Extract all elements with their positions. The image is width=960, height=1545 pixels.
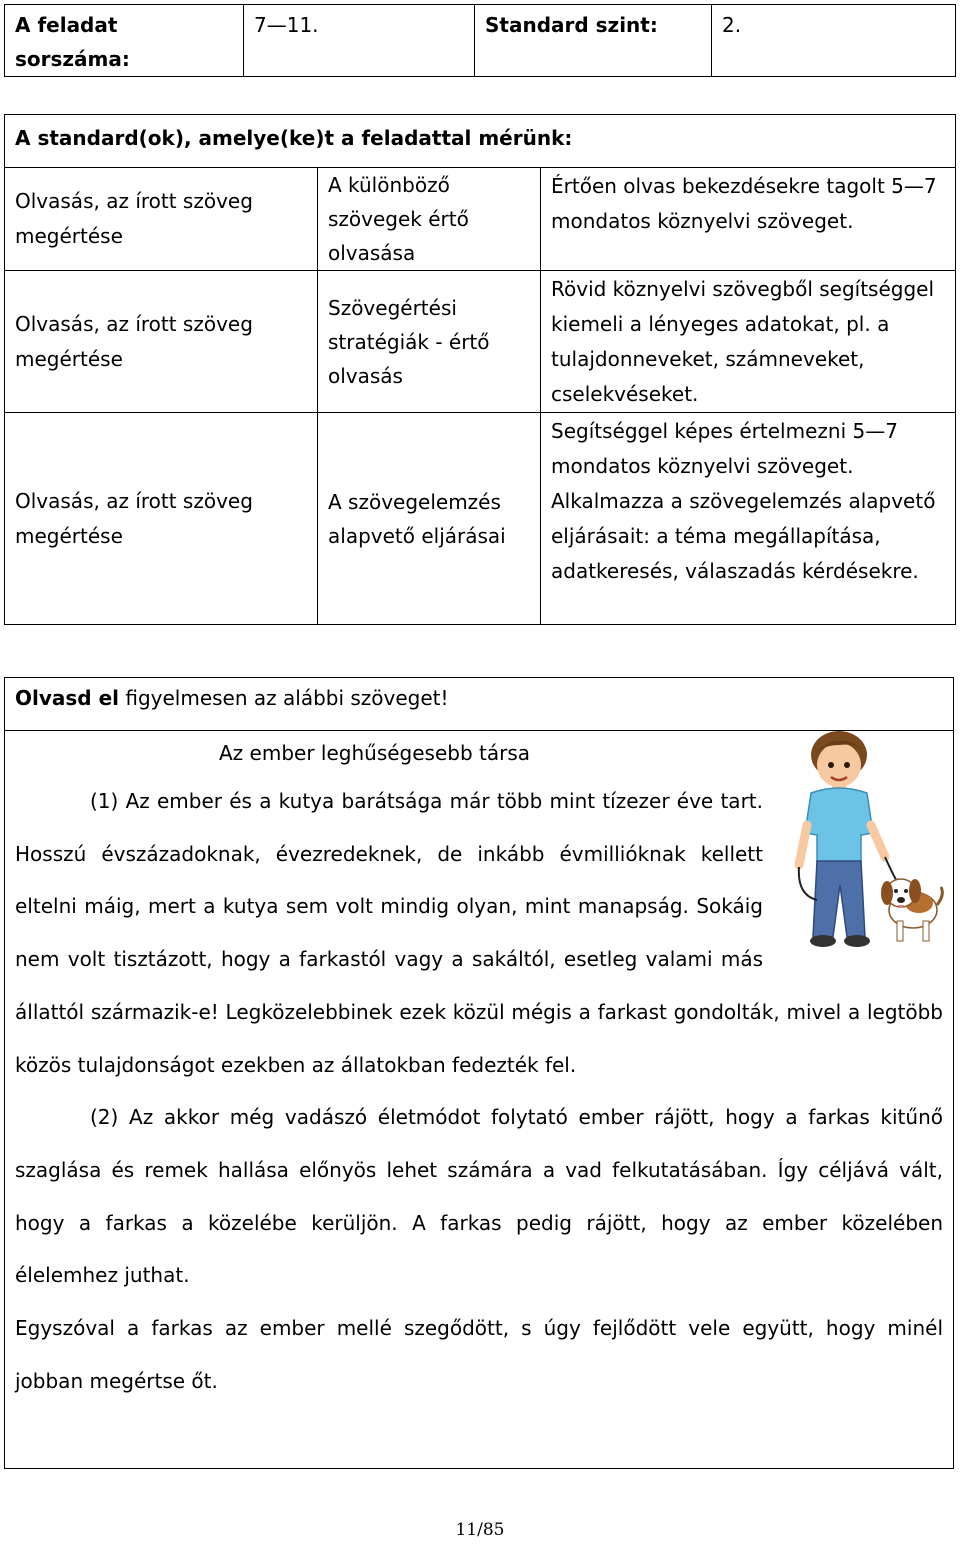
standard-area: Olvasás, az írott szöveg megértése	[5, 413, 318, 625]
standards-row	[5, 271, 956, 413]
story-paragraph: (1) Az ember és a kutya barátsága már több mint tízezer éve tart. Hosszú évszázadoknak, évezredeknek, de inkább évmillióknak kellett eltelni máig, mert a kutya sem volt mindig olyan, mint manapság. Sokáig nem volt tisztázott, hogy a farkastól vagy a sakáltól, esetleg valami más állattól származik-e! Legközelebbinek ezek közül mégis a farkast gondolták, mivel a legtöbb közös tulajdonságot ezekben az állatokban fedezték fel.	[15, 789, 943, 1077]
standard-skill: Szövegértési stratégiák - értő olvasás	[318, 271, 541, 413]
level-label: Standard szint:	[475, 5, 712, 77]
standards-title: A standard(ok), amelye(ke)t a feladattal mérünk:	[5, 115, 956, 168]
standard-description: Rövid köznyelvi szövegből segítséggel kiemeli a lényeges adatokat, pl. a tulajdonneveket, számneveket, cselekvéseket.	[541, 271, 956, 413]
story-text	[5, 775, 953, 1407]
standard-skill: A különböző szövegek értő olvasása	[318, 168, 541, 271]
level-value: 2.	[712, 5, 956, 77]
standard-area: Olvasás, az írott szöveg megértése	[5, 168, 318, 271]
story-title: Az ember leghűségesebb társa	[219, 741, 531, 765]
page-number: 11/85	[455, 1520, 505, 1540]
story-paragraph: (2) Az akkor még vadászó életmódot folytató ember rájött, hogy a farkas kitűnő szaglása és remek hallása előnyös lehet számára a vad felkutatásában. Így céljává vált, hogy a farkas a közelébe kerüljön. A farkas pedig rájött, hogy az ember közelében élelemhez juthat.	[15, 1105, 943, 1288]
task-number-label: A feladat sorszáma:	[5, 5, 244, 77]
reading-instruction	[5, 678, 953, 731]
standard-description: Értően olvas bekezdésekre tagolt 5—7 mondatos köznyelvi szöveget.	[541, 168, 956, 271]
standard-description: Segítséggel képes értelmezni 5—7 mondatos köznyelvi szöveget. Alkalmazza a szövegelemzés alapvető eljárásait: a téma megállapítása, adatkeresés, válaszadás kérdésekre.	[541, 413, 956, 625]
standard-skill: A szövegelemzés alapvető eljárásai	[318, 413, 541, 625]
reading-box	[4, 677, 954, 1469]
task-number-value: 7—11.	[244, 5, 475, 77]
boy-walking-dog-illustration	[777, 725, 947, 953]
standards-row	[5, 413, 956, 625]
instruction-rest: figyelmesen az alábbi szöveget!	[119, 686, 449, 710]
story-paragraph: Egyszóval a farkas az ember mellé szegődött, s úgy fejlődött vele együtt, hogy minél jobban megértse őt.	[15, 1316, 943, 1393]
standards-row	[5, 168, 956, 271]
task-header-table	[4, 4, 956, 77]
instruction-bold: Olvasd el	[15, 686, 119, 710]
standard-area: Olvasás, az írott szöveg megértése	[5, 271, 318, 413]
standards-table	[4, 114, 956, 625]
